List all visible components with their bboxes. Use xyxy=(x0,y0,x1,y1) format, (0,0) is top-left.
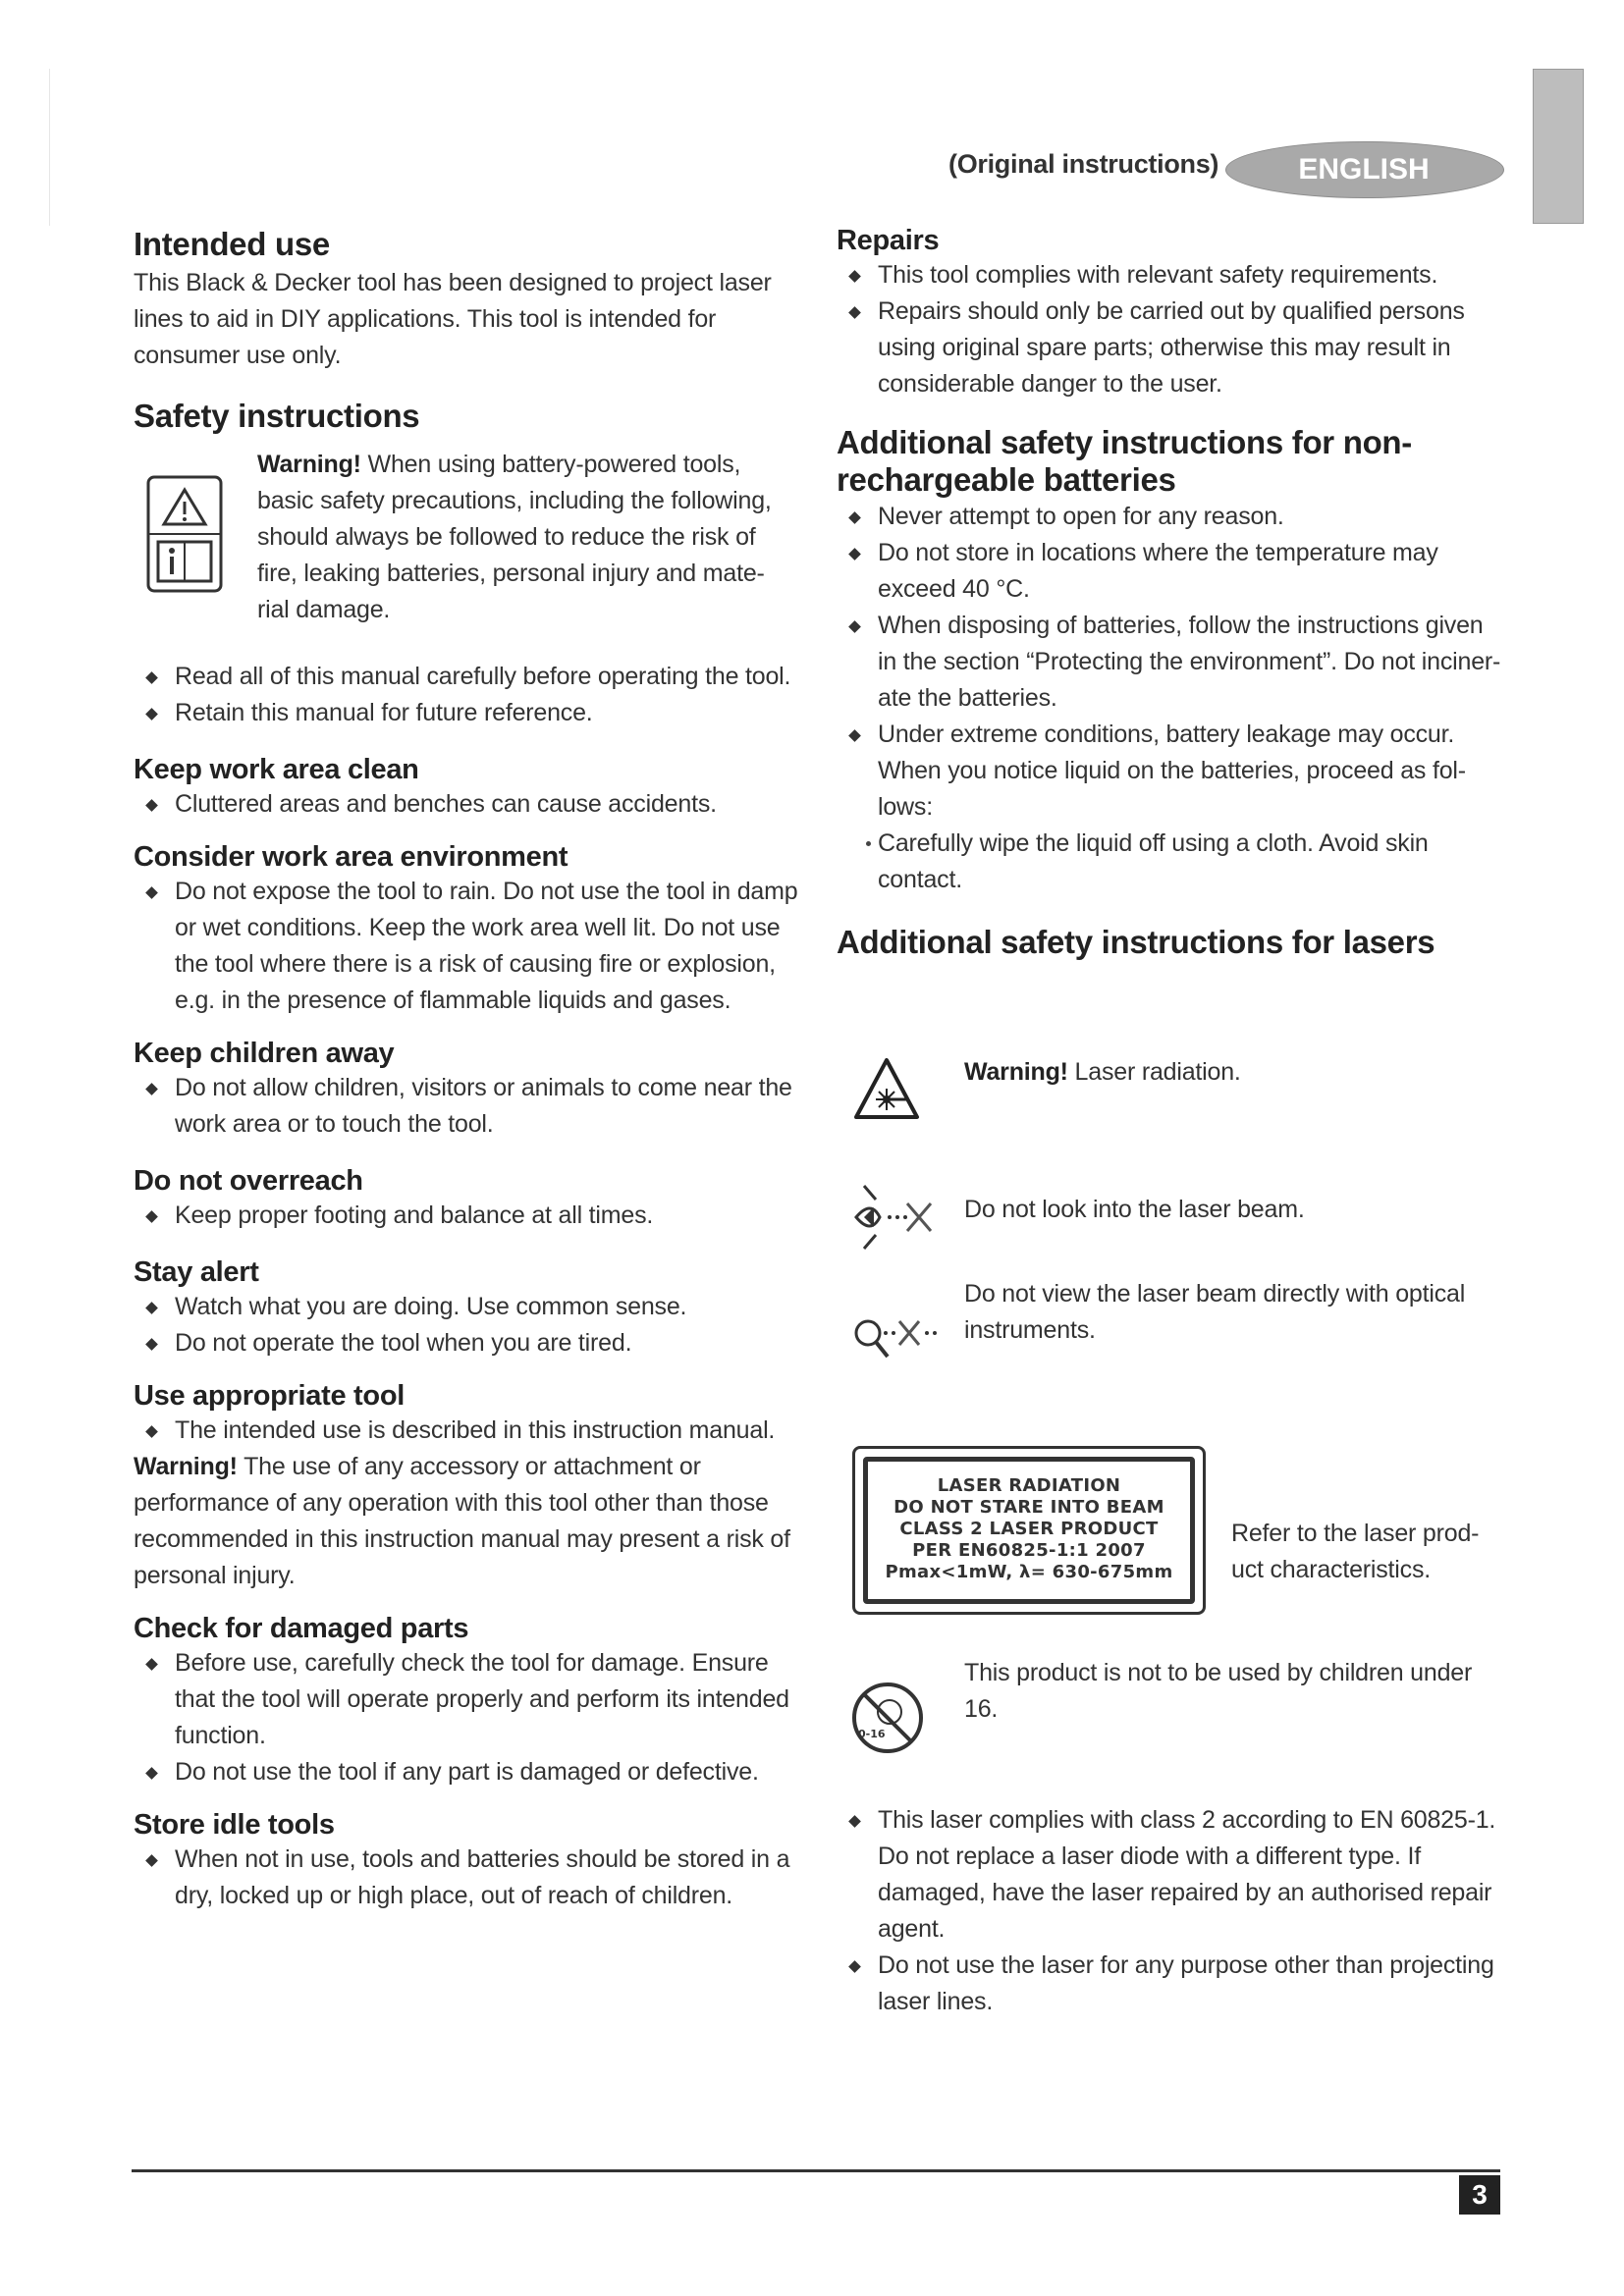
footer-rule xyxy=(132,2169,1500,2172)
list-item: The intended use is described in this instruction manual. xyxy=(134,1413,821,1449)
overreach-heading: Do not overreach xyxy=(134,1165,363,1197)
original-instructions-label: (Original instructions) xyxy=(948,149,1219,179)
lasers-heading: Additional safety instructions for lasers xyxy=(837,924,1435,960)
list-item: Do not operate the tool when you are tired. xyxy=(134,1325,821,1362)
list-item: Cluttered areas and benches can cause accidents. xyxy=(134,786,821,823)
appropriate-tool-heading: Use appropriate tool xyxy=(134,1380,405,1412)
optical-instrument-icon xyxy=(846,1306,945,1374)
edge-mark xyxy=(49,69,50,226)
laser-warning-icon xyxy=(852,1056,921,1121)
laser-warning-text: Warning! Laser radiation. xyxy=(964,1058,1241,1086)
list-item: This laser complies with class 2 according to EN 60825-1. Do not replace a laser diode with a different type. If damaged, have the laser repaired by an authorised repair agent. xyxy=(837,1802,1524,1948)
children-laser-text: This product is not to be used by children under 16. xyxy=(964,1659,1473,1723)
list-item: Carefully wipe the liquid off using a cloth. Avoid skin contact. xyxy=(837,826,1524,898)
refer-text: Refer to the laser prod- uct characteristics. xyxy=(1231,1520,1480,1583)
not-for-children-icon xyxy=(848,1679,927,1757)
safety-warning-block: Warning! When using battery-powered tools, basic safety precautions, including the following, should always be followed to reduce the risk of fire, leaking batteries, personal injury and mate- rial damage. xyxy=(134,447,821,657)
language-label: ENGLISH xyxy=(1298,153,1430,186)
warning-label: Warning! xyxy=(257,451,361,478)
list-item: Do not use the tool if any part is damaged or defective. xyxy=(134,1754,821,1790)
intended-use-text: This Black & Decker tool has been designed to project laser lines to aid in DIY applications. This tool is intended for consumer use only. xyxy=(134,269,772,369)
list-item: Do not use the laser for any purpose other than projecting laser lines. xyxy=(837,1948,1524,2020)
list-item: Under extreme conditions, battery leakage may occur. When you notice liquid on the batteries, proceed as fol- lows: xyxy=(837,717,1524,826)
do-not-look-icon xyxy=(846,1178,945,1256)
laser-label: LASER RADIATION DO NOT STARE INTO BEAM CLASS 2 LASER PRODUCT PER EN60825-1:1 2007 Pmax<1mW, λ= 630-675mm xyxy=(852,1446,1206,1615)
list-item: Keep proper footing and balance at all times. xyxy=(134,1198,821,1234)
list-item: When disposing of batteries, follow the instructions given in the section “Protecting the environment”. Do not inciner- ate the batteries. xyxy=(837,608,1524,717)
read-manual-icon xyxy=(146,475,223,593)
no-look-text: Do not look into the laser beam. xyxy=(964,1196,1305,1223)
list-item: Do not store in locations where the temperature may exceed 40 °C. xyxy=(837,535,1524,608)
page-number: 3 xyxy=(1459,2175,1500,2215)
children-heading: Keep children away xyxy=(134,1038,395,1069)
appropriate-warning: Warning! The use of any accessory or attachment or performance of any operation with this tool other than those recommended in this instruction manual may present a risk of personal injury. xyxy=(134,1453,790,1589)
list-item: Watch what you are doing. Use common sense. xyxy=(134,1289,821,1325)
list-item: Retain this manual for future reference. xyxy=(134,695,821,731)
list-item: Before use, carefully check the tool for damage. Ensure that the tool will operate properly and perform its intended function. xyxy=(134,1645,821,1754)
list-item: Repairs should only be carried out by qualified persons using original spare parts; otherwise this may result in considerable danger to the user. xyxy=(837,294,1524,402)
repairs-heading: Repairs xyxy=(837,225,940,256)
stay-alert-heading: Stay alert xyxy=(134,1256,259,1288)
age-badge: 0-16 xyxy=(858,1728,886,1740)
list-item: When not in use, tools and batteries should be stored in a dry, locked up or high place, out of reach of children. xyxy=(134,1842,821,1914)
optical-text: Do not view the laser beam directly with optical instruments. xyxy=(964,1280,1466,1344)
list-item: Never attempt to open for any reason. xyxy=(837,499,1524,535)
list-item: Do not expose the tool to rain. Do not use the tool in damp or wet conditions. Keep the work area well lit. Do not use the tool where there is a risk of causing fire or explosion, e.g. in the presence of flammable liquids and gases. xyxy=(134,874,821,1019)
list-item: This tool complies with relevant safety requirements. xyxy=(837,257,1524,294)
safety-heading: Safety instructions xyxy=(134,398,420,434)
work-area-heading: Keep work area clean xyxy=(134,754,419,785)
side-tab xyxy=(1533,69,1584,224)
intended-use-heading: Intended use xyxy=(134,226,330,262)
list-item: Do not allow children, visitors or animals to come near the work area or to touch the tool. xyxy=(134,1070,821,1143)
environment-heading: Consider work area environment xyxy=(134,841,568,873)
batteries-heading: Additional safety instructions for non- rechargeable batteries xyxy=(837,424,1412,498)
damaged-parts-heading: Check for damaged parts xyxy=(134,1613,469,1644)
list-item: Read all of this manual carefully before operating the tool. xyxy=(134,659,821,695)
safety-bullets xyxy=(134,659,821,731)
idle-tools-heading: Store idle tools xyxy=(134,1809,335,1841)
